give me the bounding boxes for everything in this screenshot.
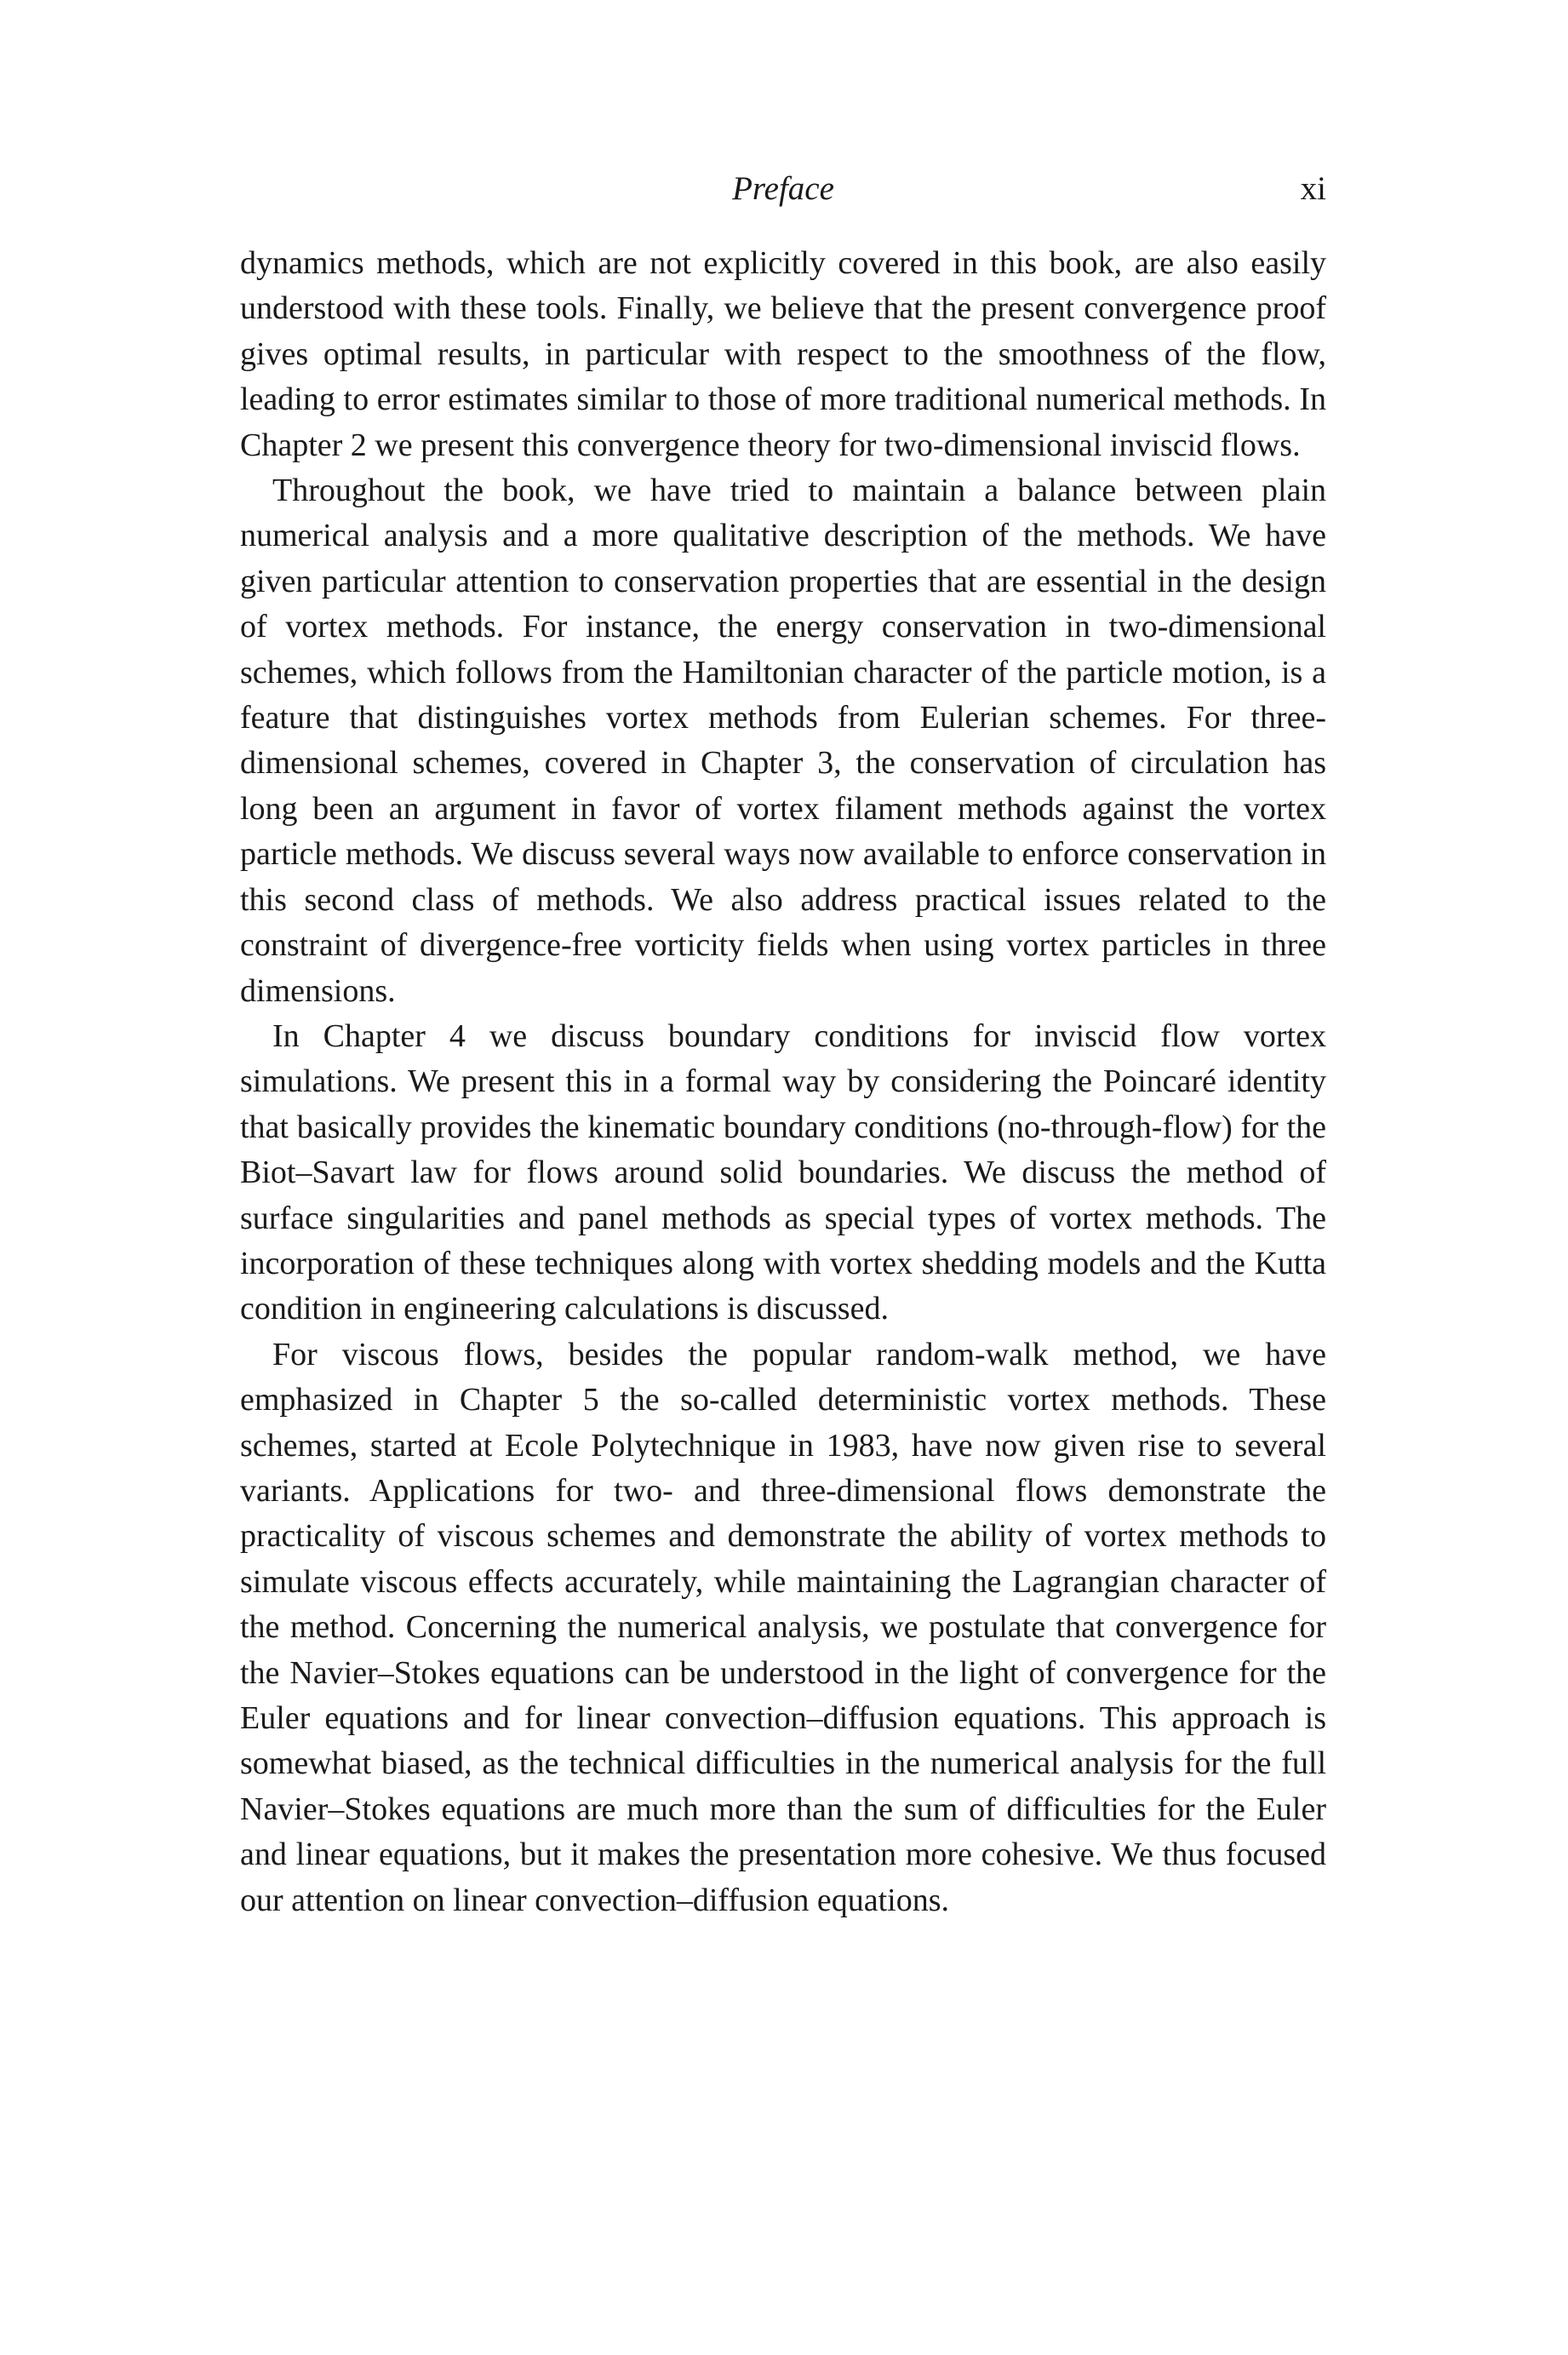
body-text: [240, 241, 1326, 1923]
running-title: Preface: [732, 170, 834, 207]
running-head: [240, 167, 1326, 211]
paragraph: In Chapter 4 we discuss boundary conditions for inviscid flow vortex simulations. We present this in a formal way by considering the Poincaré identity that basically provides the kinematic boundary conditions (no-through-flow) for the Biot–Savart law for flows around solid boundaries. We discuss the method of surface singularities and panel methods as special types of vortex methods. The incorporation of these techniques along with vortex shedding models and the Kutta condition in engineering calculations is discussed.: [240, 1017, 1326, 1327]
page-number: xi: [1300, 170, 1326, 207]
paragraph: For viscous flows, besides the popular random-walk method, we have emphasized in Chapter 5 the so-called deterministic vortex methods. These schemes, started at Ecole Polytechnique in 1983, have now given rise to several variants. Applications for two- and three-dimensional flows demonstrate the practicality of viscous schemes and demonstrate the ability of vortex methods to simulate viscous effects accurately, while maintaining the Lagrangian character of the method. Concerning the numerical analysis, we postulate that convergence for the Navier–Stokes equations can be understood in the light of convergence for the Euler equations and for linear convection–diffusion equations. This approach is somewhat biased, as the technical difficulties in the numerical analysis for the full Navier–Stokes equations are much more than the sum of difficulties for the Euler and linear equations, but it makes the presentation more cohesive. We thus focused our attention on linear convection–diffusion equations.: [240, 1336, 1326, 1918]
paragraph: Throughout the book, we have tried to maintain a balance between plain numerical analysis and a more qualitative description of the methods. We have given particular attention to conservation properties that are essential in the design of vortex methods. For instance, the energy conservation in two-dimensional schemes, which follows from the Hamiltonian character of the particle motion, is a feature that distinguishes vortex methods from Eulerian schemes. For three-dimensional schemes, covered in Chapter 3, the conservation of circulation has long been an argument in favor of vortex filament methods against the vortex particle methods. We discuss several ways now available to enforce conservation in this second class of methods. We also address practical issues related to the constraint of divergence-free vorticity fields when using vortex particles in three dimensions.: [240, 473, 1326, 1009]
paragraph-continuation: dynamics methods, which are not explicitly covered in this book, are also easily understood with these tools. Finally, we believe that the present convergence proof gives optimal results, in particular with respect to the smoothness of the flow, leading to error estimates similar to those of more traditional numerical methods. In Chapter 2 we present this convergence theory for two-dimensional inviscid flows.: [240, 245, 1326, 463]
